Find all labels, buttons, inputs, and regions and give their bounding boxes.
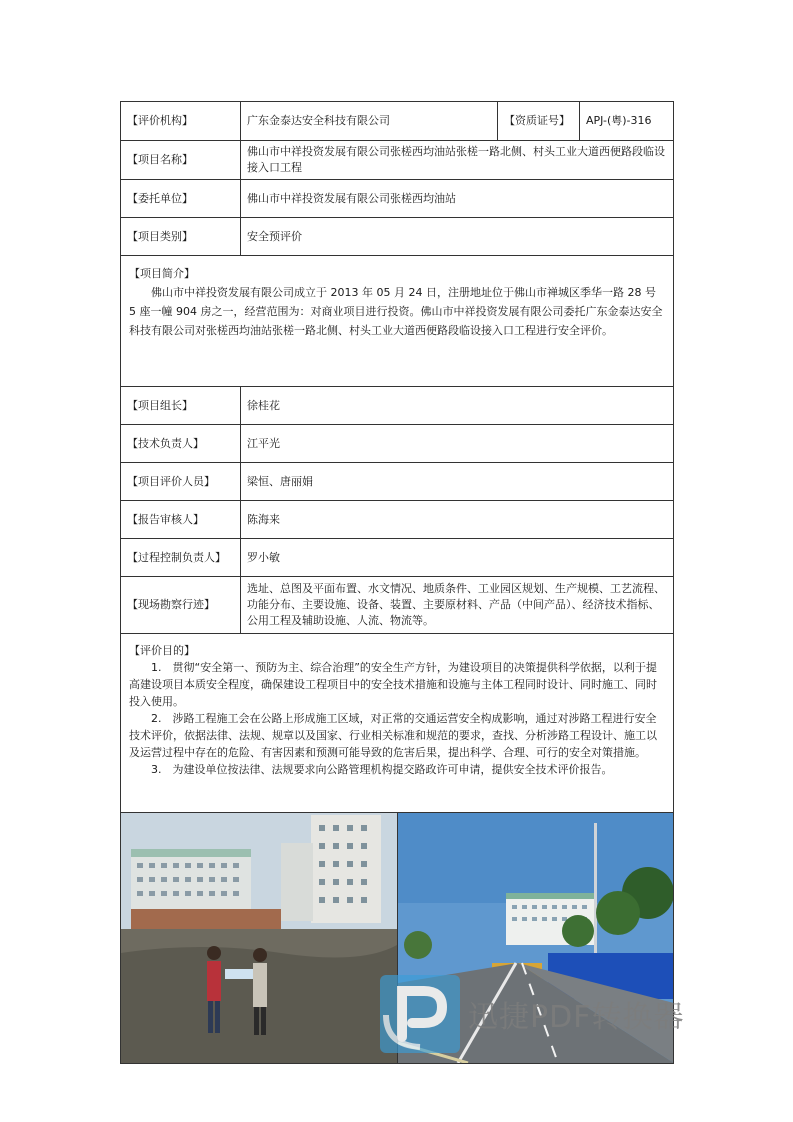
- row-leader: [121, 387, 674, 425]
- client-label: 【委托单位】: [121, 180, 241, 218]
- leader-label: 【项目组长】: [121, 387, 241, 425]
- row-reviewer: [121, 501, 674, 539]
- purpose-item-1: 1. 贯彻“安全第一、预防为主、综合治理”的安全生产方针，为建设项目的决策提供科学依据，以利于提高建设项目本质安全程度，确保建设工程项目中的安全技术措施和设施与主体工程同时设计、同时施工、同时投入使用。: [129, 661, 657, 708]
- purpose-item-3: 3. 为建设单位按法律、法规要求向公路管理机构提交路政许可申请，提供安全技术评价报告。: [151, 763, 613, 776]
- watermark: [380, 975, 684, 1053]
- cert-value: APJ-(粤)-316: [580, 102, 674, 141]
- row-intro: [121, 256, 674, 387]
- row-process: [121, 539, 674, 577]
- tech-label: 【技术负责人】: [121, 425, 241, 463]
- reviewer-value: 陈海来: [241, 501, 674, 539]
- row-org: [121, 102, 674, 141]
- purpose-item-2: 2. 涉路工程施工会在公路上形成施工区域，对正常的交通运营安全构成影响，通过对涉路工程进行安全技术评价，依据法律、法规、规章以及国家、行业相关标准和规范的要求，查找、分析涉路工程设计、施工以及运营过程中存在的危险、有害因素和预测可能导致的危害后果，提出科学、合理、可行的安全对策措施。: [129, 712, 657, 759]
- tech-value: 江平光: [241, 425, 674, 463]
- survey-value: 选址、总图及平面布置、水文情况、地质条件、工业园区规划、生产规模、工艺流程、功能分布、主要设施、设备、装置、主要原材料、产品（中间产品）、经济技术指标、公用工程及辅助设施、人流、物流等。: [241, 577, 674, 634]
- row-type: [121, 218, 674, 256]
- purpose-label: 【评价目的】: [129, 644, 195, 657]
- project-label: 【项目名称】: [121, 141, 241, 180]
- intro-label: 【项目简介】: [129, 267, 195, 280]
- org-value: 广东金泰达安全科技有限公司: [241, 102, 498, 141]
- info-table: [120, 101, 674, 1064]
- client-value: 佛山市中祥投资发展有限公司张槎西均油站: [241, 180, 674, 218]
- evaluators-value: 梁恒、唐丽娟: [241, 463, 674, 501]
- site-photo-left: [121, 813, 397, 1063]
- row-evaluators: [121, 463, 674, 501]
- reviewer-label: 【报告审核人】: [121, 501, 241, 539]
- row-client: [121, 180, 674, 218]
- leader-value: 徐桂花: [241, 387, 674, 425]
- row-tech: [121, 425, 674, 463]
- row-project: [121, 141, 674, 180]
- type-value: 安全预评价: [241, 218, 674, 256]
- row-survey: [121, 577, 674, 634]
- intro-text: 佛山市中祥投资发展有限公司成立于 2013 年 05 月 24 日，注册地址位于佛山市禅城区季华一路 28 号 5 座一幢 904 房之一，经营范围为：对商业项目进行投资。佛山市中祥投资发展有限公司委托广东金泰达安全科技有限公司对张槎西均油站张槎一路北侧、村头工业大道西便路段临设接入口工程进行安全评价。: [129, 286, 663, 337]
- org-label: 【评价机构】: [121, 102, 241, 141]
- pdf-converter-logo-icon: [380, 975, 460, 1053]
- watermark-text: 迅捷PDF转换器: [468, 1000, 685, 1035]
- project-value: 佛山市中祥投资发展有限公司张槎西均油站张槎一路北侧、村头工业大道西便路段临设接入口工程: [241, 141, 674, 180]
- cert-label: 【资质证号】: [498, 102, 580, 141]
- survey-label: 【现场勘察行迹】: [121, 577, 241, 634]
- process-label: 【过程控制负责人】: [121, 539, 241, 577]
- evaluation-form: [120, 101, 673, 1064]
- type-label: 【项目类别】: [121, 218, 241, 256]
- evaluators-label: 【项目评价人员】: [121, 463, 241, 501]
- row-purpose: [121, 634, 674, 813]
- process-value: 罗小敏: [241, 539, 674, 577]
